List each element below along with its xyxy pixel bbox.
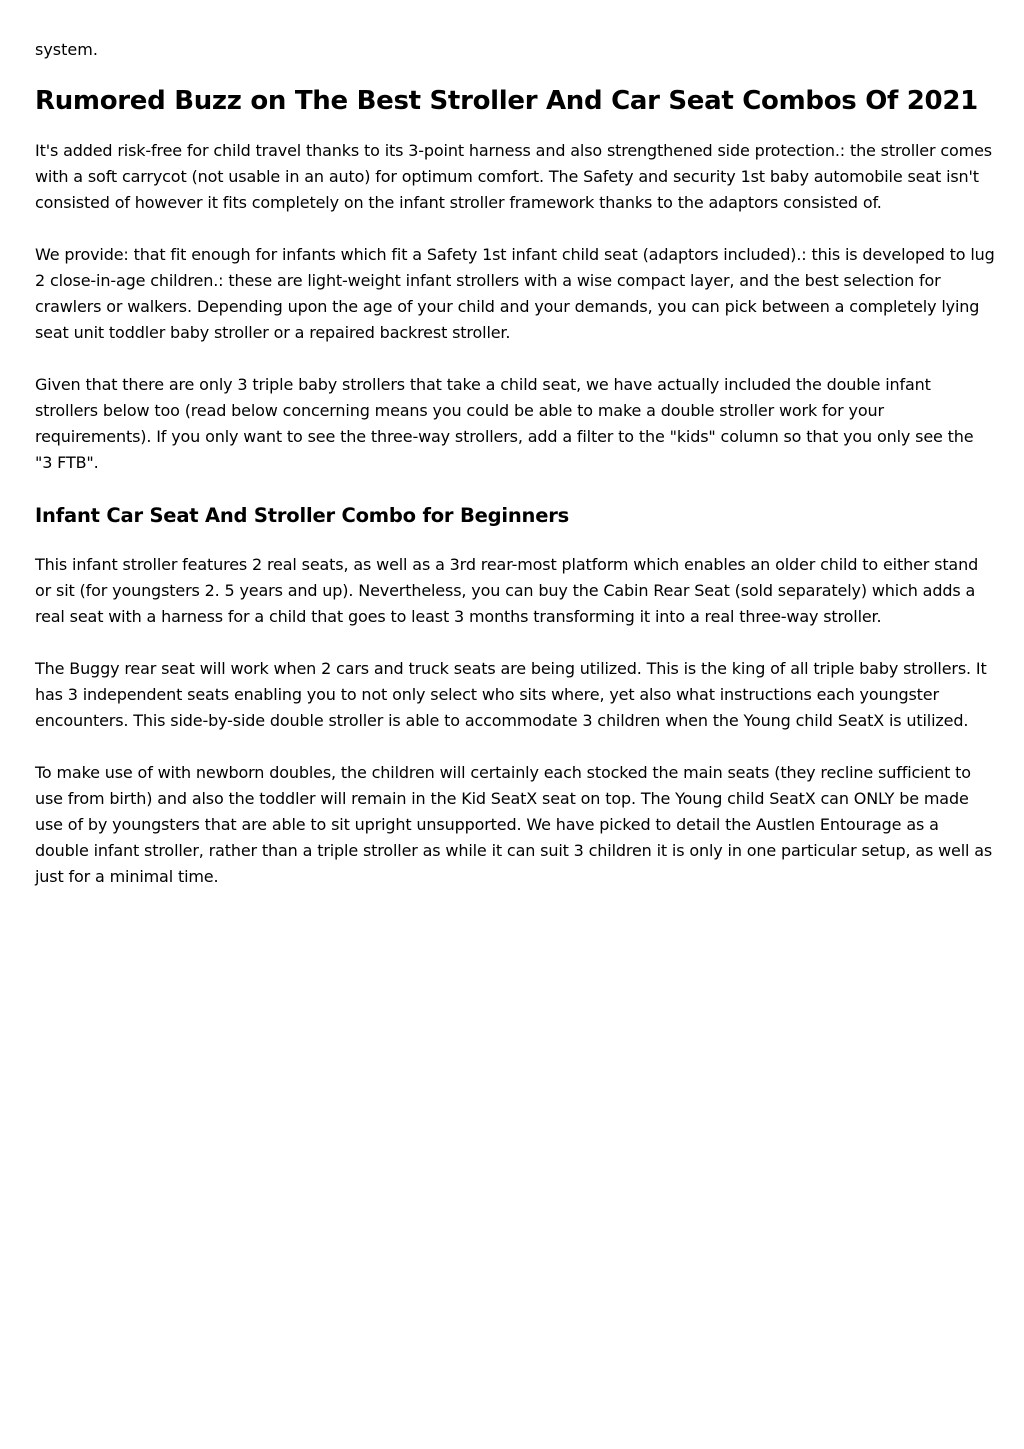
page-title: Rumored Buzz on The Best Stroller And Car Seat Combos Of 2021 (35, 86, 978, 116)
paragraph: We provide: that fit enough for infants which fit a Safety 1st infant child seat (adaptors included).: this is developed to lug 2 close-in-age children.: these are light-weight infant strollers with a wise compact layer, and the best selection for crawlers or walkers. Depending upon the age of your child and your demands, you can pick between a completely lying seat unit toddler baby stroller or a repaired backrest stroller. (35, 245, 995, 342)
document-page (35, 37, 995, 890)
section-heading: Infant Car Seat And Stroller Combo for Beginners (35, 504, 570, 527)
paragraph: Given that there are only 3 triple baby strollers that take a child seat, we have actually included the double infant strollers below too (read below concerning means you could be able to make a double stroller work for your requirements). If you only want to see the three-way strollers, add a filter to the "kids" column so that you only see the "3 FTB". (35, 375, 974, 472)
lead-fragment: system. (35, 40, 98, 59)
paragraph: It's added risk-free for child travel thanks to its 3-point harness and also strengthened side protection.: the stroller comes with a soft carrycot (not usable in an auto) for optimum comfort. The Safety and security 1st baby automobile seat isn't consisted of however it fits completely on the infant stroller framework thanks to the adaptors consisted of. (35, 141, 992, 212)
paragraph: The Buggy rear seat will work when 2 cars and truck seats are being utilized. This is the king of all triple baby strollers. It has 3 independent seats enabling you to not only select who sits where, yet also what instructions each youngster encounters. This side-by-side double stroller is able to accommodate 3 children when the Young child SeatX is utilized. (35, 659, 987, 730)
paragraph: This infant stroller features 2 real seats, as well as a 3rd rear-most platform which enables an older child to either stand or sit (for youngsters 2. 5 years and up). Nevertheless, you can buy the Cabin Rear Seat (sold separately) which adds a real seat with a harness for a child that goes to least 3 months transforming it into a real three-way stroller. (35, 555, 979, 626)
paragraph: To make use of with newborn doubles, the children will certainly each stocked the main seats (they recline sufficient to use from birth) and also the toddler will remain in the Kid SeatX seat on top. The Young child SeatX can ONLY be made use of by youngsters that are able to sit upright unsupported. We have picked to detail the Austlen Entourage as a double infant stroller, rather than a triple stroller as while it can suit 3 children it is only in one particular setup, as well as just for a minimal time. (35, 763, 993, 886)
